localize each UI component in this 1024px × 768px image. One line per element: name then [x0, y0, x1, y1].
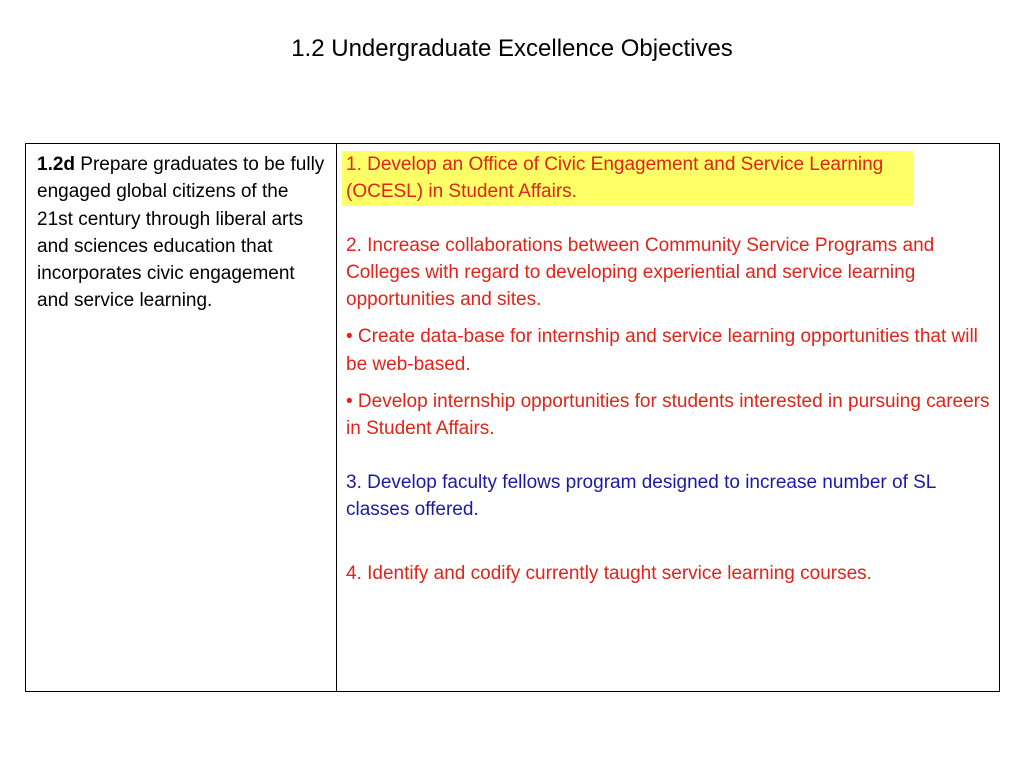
- action-item-4: 4. Identify and codify currently taught service learning courses.: [346, 563, 872, 585]
- action-item-1: [346, 151, 993, 206]
- action-item-2: 2. Increase collaborations between Community Service Programs and Colleges with regard to developing experiential and service learning opportunities and sites.: [346, 234, 935, 311]
- objective-description: Prepare graduates to be fully engaged global citizens of the 21st century through liberal arts and sciences education that incorporates civic engagement and service learning.: [37, 154, 325, 312]
- action-item-1-text: 1. Develop an Office of Civic Engagement and Service Learning (OCESL) in Student Affairs.: [342, 151, 913, 206]
- action-items-cell: [337, 144, 999, 691]
- objective-cell: [26, 144, 337, 691]
- action-item-3: 3. Develop faculty fellows program designed to increase number of SL classes offered.: [346, 471, 936, 520]
- action-bullet-1: • Create data-base for internship and service learning opportunities that will be web-based.: [346, 326, 978, 375]
- action-bullet-2: • Develop internship opportunities for students interested in pursuing careers in Student Affairs.: [346, 391, 990, 440]
- objectives-table: [25, 143, 1000, 692]
- objective-code: 1.2d: [37, 154, 76, 175]
- page-title: 1.2 Undergraduate Excellence Objectives: [291, 35, 733, 62]
